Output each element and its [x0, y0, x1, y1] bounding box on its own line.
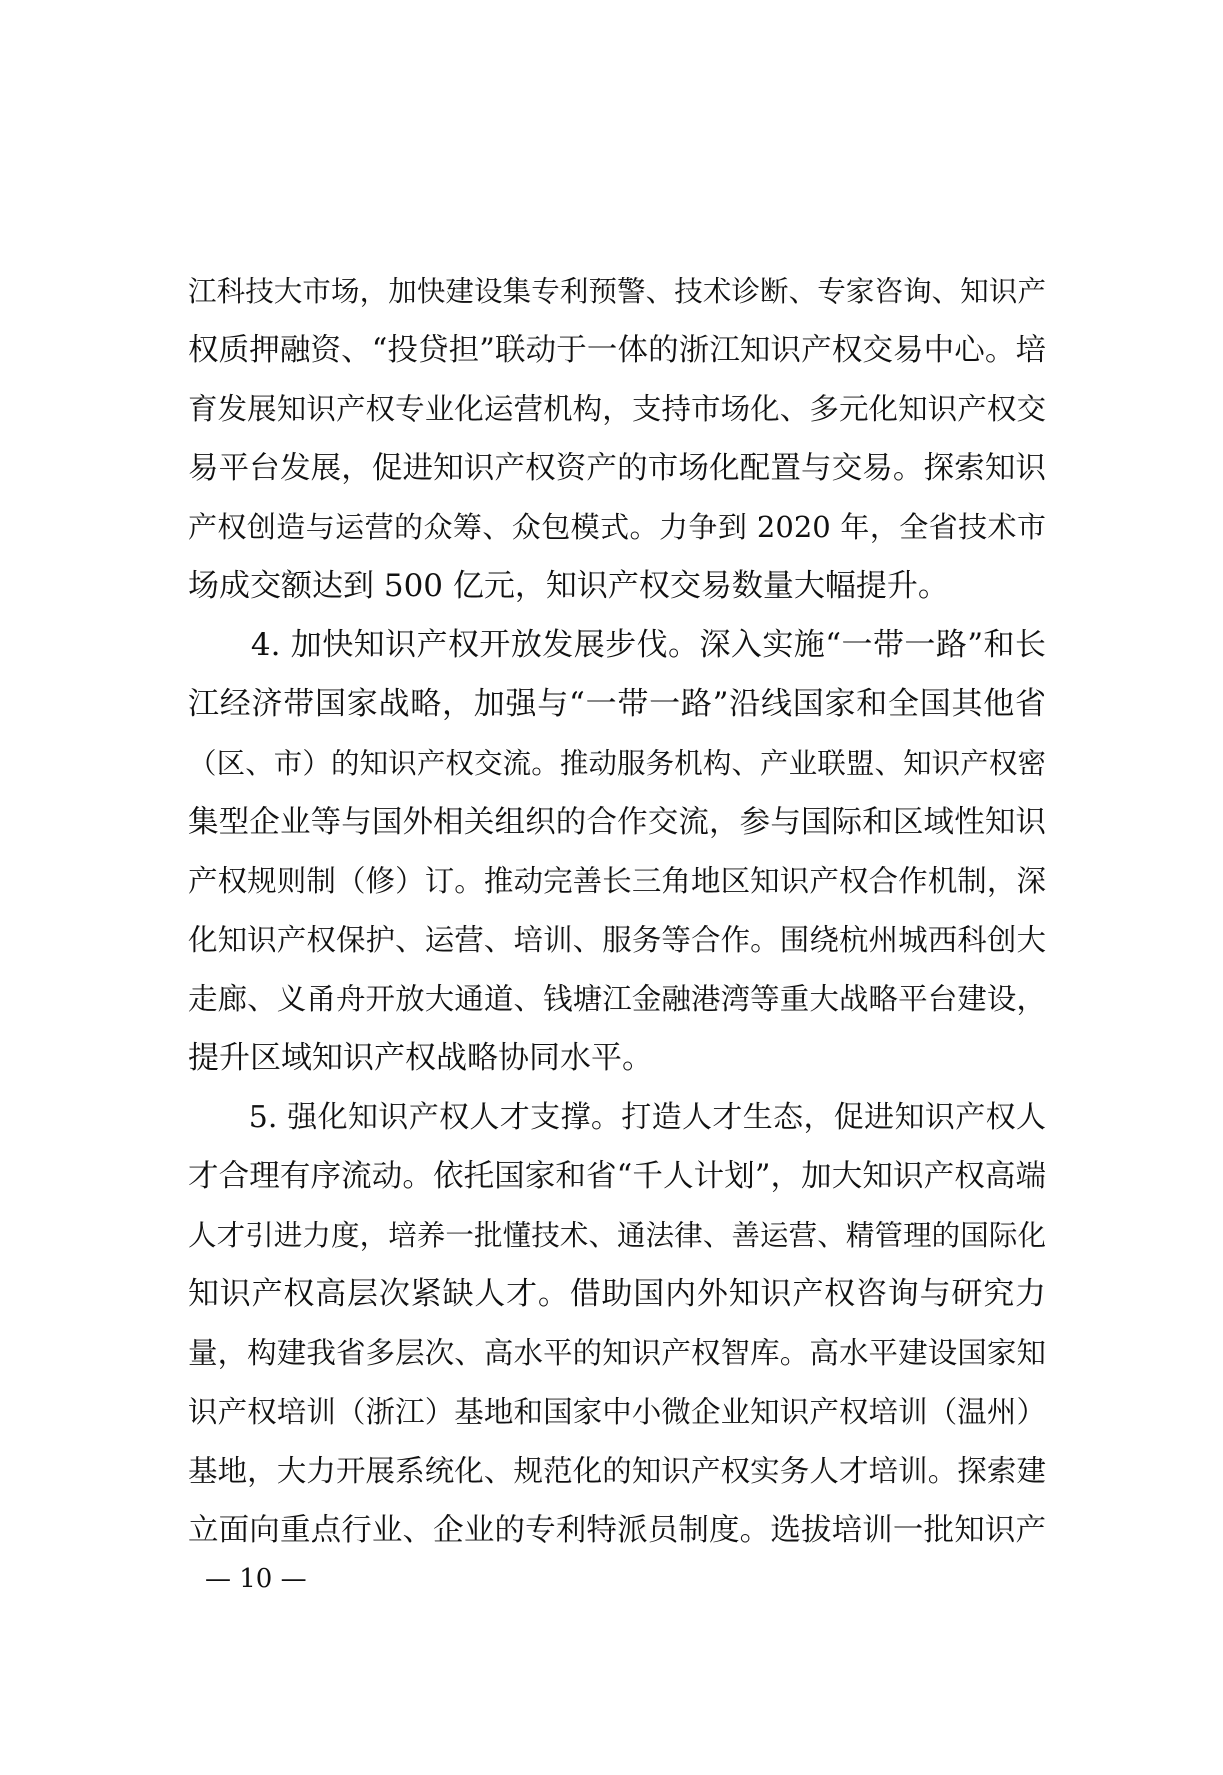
- text-line: 提升区域知识产权战略协同水平。: [188, 1040, 653, 1076]
- text-line: 产权规则制（修）订。推动完善长三角地区知识产权合作机制，深: [188, 864, 1046, 898]
- text-line: 基地，大力开展系统化、规范化的知识产权实务人才培训。探索建: [188, 1454, 1046, 1488]
- document-body: [188, 262, 1046, 1560]
- text-line: 知识产权高层次紧缺人才。借助国内外知识产权咨询与研究力: [188, 1276, 1046, 1312]
- text-line: 权质押融资、“投贷担”联动于一体的浙江知识产权交易中心。培: [188, 333, 1046, 368]
- text-line: 江科技大市场，加快建设集专利预警、技术诊断、专家咨询、知识产: [188, 275, 1046, 308]
- text-line: 化知识产权保护、运营、培训、服务等合作。围绕杭州城西科创大: [188, 923, 1046, 957]
- text-line: 易平台发展，促进知识产权资产的市场化配置与交易。探索知识: [188, 451, 1046, 486]
- page-number: — 10 —: [205, 1564, 307, 1594]
- text-line: 产权创造与运营的众筹、众包模式。力争到 2020 年，全省技术市: [188, 510, 1046, 544]
- text-line: 育发展知识产权专业化运营机构，支持市场化、多元化知识产权交: [188, 392, 1046, 426]
- text-line: 走廊、义甬舟开放大通道、钱塘江金融港湾等重大战略平台建设，: [188, 982, 1046, 1016]
- text-line: 量，构建我省多层次、高水平的知识产权智库。高水平建设国家知: [188, 1336, 1046, 1370]
- text-line: 立面向重点行业、企业的专利特派员制度。选拔培训一批知识产: [188, 1513, 1046, 1548]
- text-line: 才合理有序流动。依托国家和省“千人计划”，加大知识产权高端: [188, 1159, 1046, 1194]
- text-line: 场成交额达到 500 亿元，知识产权交易数量大幅提升。: [188, 568, 949, 604]
- text-line: 江经济带国家战略，加强与“一带一路”沿线国家和全国其他省: [188, 686, 1046, 722]
- text-line: 识产权培训（浙江）基地和国家中小微企业知识产权培训（温州）: [188, 1395, 1046, 1429]
- text-line: 4. 加快知识产权开放发展步伐。深入实施“一带一路”和长: [188, 627, 1046, 663]
- text-line: 5. 强化知识产权人才支撑。打造人才生态，促进知识产权人: [188, 1100, 1046, 1135]
- text-line: 集型企业等与国外相关组织的合作交流，参与国际和区域性知识: [188, 805, 1046, 840]
- text-line: 人才引进力度，培养一批懂技术、通法律、善运营、精管理的国际化: [188, 1219, 1046, 1252]
- text-line: （区、市）的知识产权交流。推动服务机构、产业联盟、知识产权密: [188, 747, 1046, 780]
